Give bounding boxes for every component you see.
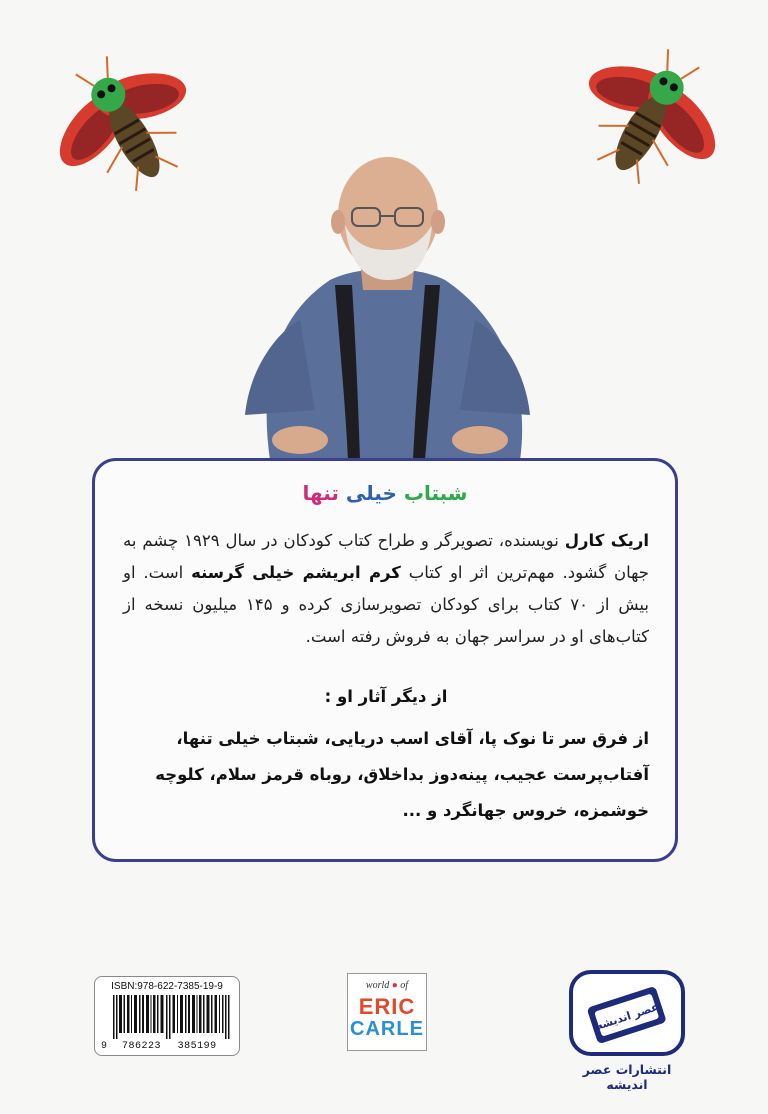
barcode-right-digits: 385199 [177,1041,217,1052]
firefly-right-illustration [570,38,740,198]
author-bio [123,525,649,653]
logo-apple-icon: ● [391,980,398,991]
logo-of: of [400,980,409,991]
logo-carle: CARLE [350,1018,424,1040]
eric-carle-series-logo [347,973,427,1051]
barcode-label [94,976,240,1056]
title-word-3: تنها [302,481,339,505]
bio-text-2: است. او بیش از ۷۰ کتاب برای کودکان تصویرسازی کرده و ۱۴۵ میلیون نسخه از کتاب‌های او در سراسر جهان به فروش رفته است. [123,563,649,646]
barcode [113,995,231,1039]
barcode-first-digit: 9 [101,1041,108,1052]
title-word-2: خیلی [345,481,397,505]
other-works-list: از فرق سر تا نوک پا، آقای اسب دریایی، شبتاب خیلی تنها، آفتاب‌پرست عجیب، پینه‌دوز بداخلاق، روباه قرمز سلام، کلوچه خوشمزه، خروس جهانگرد و ... [155,729,649,820]
book-title [95,481,675,505]
publisher-logo [567,968,687,1058]
publisher-name: انتشارات عصر اندیشه [582,1062,672,1092]
isbn-text: ISBN:978-622-7385-19-9 [111,981,223,992]
famous-book-title: کرم ابریشم خیلی گرسنه [191,563,401,582]
logo-eric: ERIC [358,994,416,1019]
firefly-left-illustration [35,45,205,205]
barcode-digits [101,1041,235,1052]
logo-world: world [365,980,390,991]
publisher-logo-text: عصر اندیشه [594,1000,661,1033]
author-info-box [92,458,678,862]
barcode-left-digits: 786223 [122,1041,162,1052]
bio-text-1: نویسنده، تصویرگر و طراح کتاب کودکان در سال ۱۹۲۹ چشم به جهان گشود. مهم‌ترین اثر او کتاب [123,531,649,582]
title-word-1: شبتاب [403,481,468,505]
other-works-heading: از دیگر آثار او : [324,687,448,706]
author-photo [240,150,535,460]
author-name: اریک کارل [564,531,649,550]
